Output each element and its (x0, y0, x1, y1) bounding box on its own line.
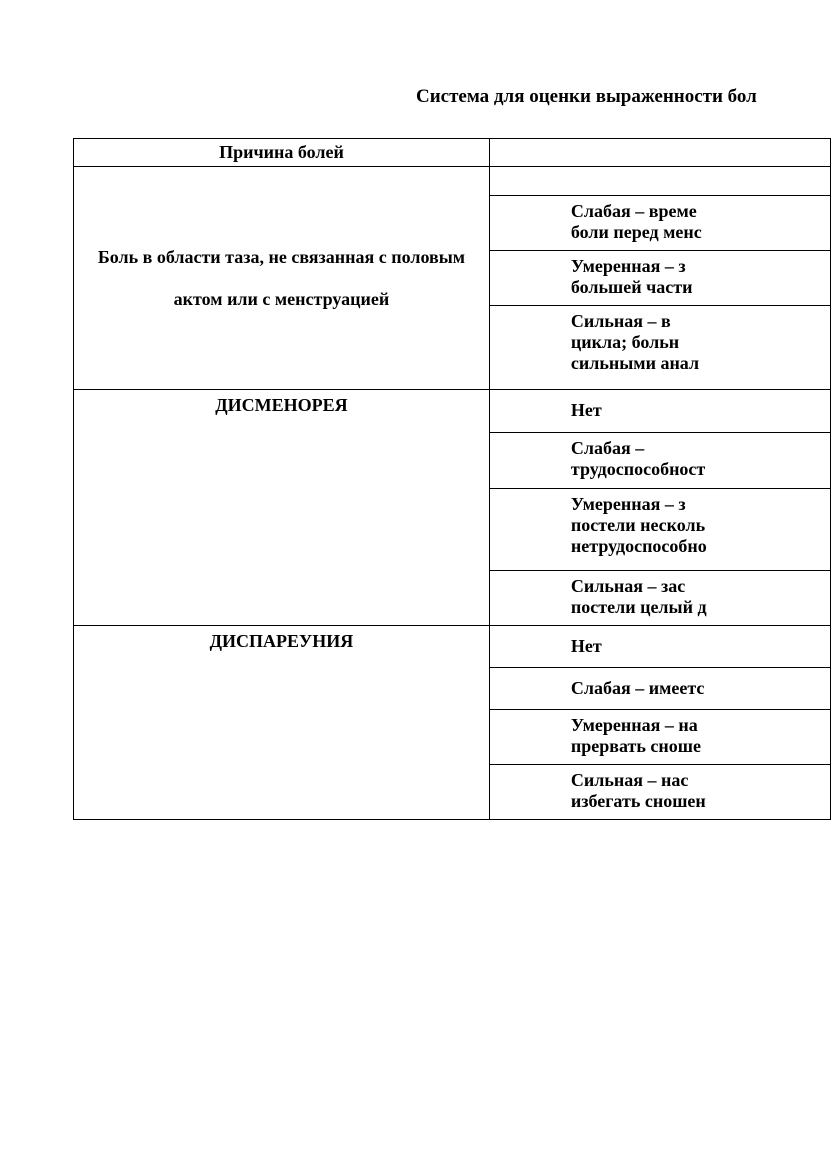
table-row (74, 390, 831, 433)
grade-text: Слабая – имеетс (570, 678, 705, 698)
grade-cell (489, 710, 830, 765)
table-row (74, 167, 831, 196)
table-header-row (74, 139, 831, 167)
grade-text: Сильная – в цикла; больн сильными анал (570, 311, 700, 373)
grade-cell (489, 668, 830, 710)
cause-label: ДИСПАРЕУНИЯ (209, 631, 354, 651)
grade-cell (489, 390, 830, 433)
grade-cell (489, 167, 830, 196)
grade-cell (489, 765, 830, 820)
grade-text: Умеренная – на прервать сноше (570, 715, 701, 756)
cause-label: ДИСМЕНОРЕЯ (215, 395, 348, 415)
grade-cell (489, 571, 830, 626)
grade-text: Нет (570, 400, 602, 420)
table-row (74, 626, 831, 668)
grade-text (571, 167, 830, 172)
grade-cell (489, 433, 830, 489)
cause-pelvic-pain (74, 167, 490, 390)
pain-severity-table (73, 138, 831, 820)
page-title: Система для оценки выраженности бол (416, 86, 757, 107)
grade-text: Умеренная – з большей части (570, 256, 693, 297)
grade-text: Нет (570, 636, 602, 656)
grade-text: Умеренная – з постели несколь нетрудоспособно (570, 494, 707, 556)
grade-cell (489, 251, 830, 306)
grade-text: Слабая – време боли перед менс (570, 201, 702, 242)
grade-text: Сильная – зас постели целый д (570, 576, 707, 617)
cause-dysmenorrhea (74, 390, 490, 626)
grade-cell (489, 626, 830, 668)
header-severity (489, 139, 830, 167)
grade-cell (489, 489, 830, 571)
grade-text: Сильная – нас избегать сношен (570, 770, 706, 811)
grade-cell (489, 196, 830, 251)
cause-dyspareunia (74, 626, 490, 820)
grade-cell (489, 306, 830, 390)
grade-text: Слабая – трудоспособност (570, 438, 706, 479)
header-cause: Причина болей (74, 139, 490, 167)
cause-label: Боль в области таза, не связанная с половым актом или с менструацией (97, 247, 466, 309)
